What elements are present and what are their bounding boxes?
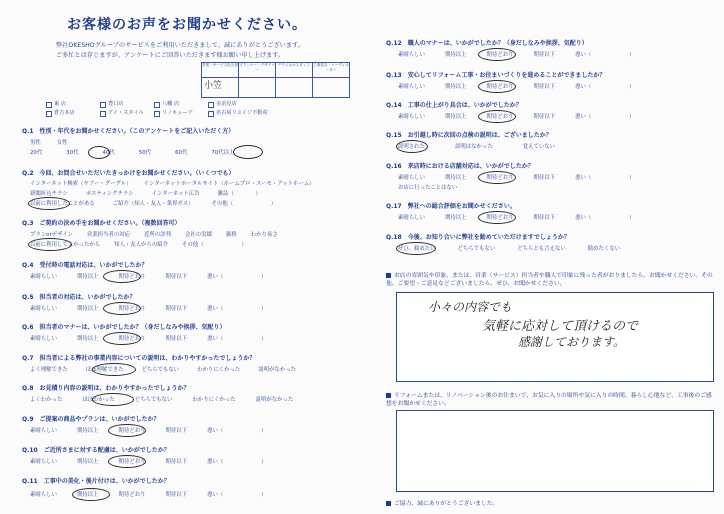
options-q16-row2 [398,183,457,191]
answer-circle [103,302,141,315]
answer-circle [103,332,141,345]
thanks-text [386,498,498,507]
answer-circle [92,393,134,406]
option[interactable]: 期待以下 [533,215,556,221]
checkbox[interactable] [208,102,214,108]
page-title: お客様のお声をお聞かせください。 [67,17,307,33]
option[interactable]: 期待以上 [76,306,99,312]
store-label: アイ・スタイル [108,110,144,116]
options-q1-gender [30,138,68,146]
staff-table [201,62,350,98]
option[interactable]: 期待どおり [118,492,146,498]
answer-circle [28,238,72,251]
option[interactable]: その他（ ） [211,201,277,207]
intro-line: ご多忙とは存じますが、アンケートにご回答いただきます様お願い申し上げます。 [56,52,285,59]
option[interactable]: 50代 [138,150,152,156]
checkbox[interactable] [100,102,106,108]
answer-circle [396,140,428,153]
comment-section-2-label [386,392,716,408]
option[interactable]: 営業担当者の対応 [86,232,131,238]
option[interactable]: よく理解できた [30,367,68,373]
handwritten-line: 小々の内容でも [428,300,513,314]
handwritten-line: 気軽に応対して頂けるので [482,319,639,334]
option[interactable]: 期待以下 [165,274,188,280]
checkbox[interactable] [208,111,214,117]
answer-circle [72,488,110,501]
handwritten-line: 感謝しております。 [518,335,626,349]
option[interactable]: インターネットポータルサイト（ホームプロ・スーモ・アットホーム） [143,181,315,187]
option[interactable]: 期待どおり [486,52,514,58]
option[interactable]: 期待どおり [118,459,146,465]
store-label: 倉吉本店 [54,110,75,116]
staff-value[interactable] [239,78,275,97]
option[interactable]: 悪い（ ） [207,336,267,342]
answer-circle [108,424,146,437]
option[interactable]: 説明がなかった [258,367,297,373]
option[interactable]: 期待以上 [76,274,99,280]
option[interactable]: 悪い（ ） [575,175,635,181]
staff-header: 工事担当・コーディネーター [313,63,349,78]
option[interactable]: 期待以上 [76,492,99,498]
options-q1-age [30,148,234,156]
comment-section-1-text: お店の雰囲気や印象、または、営業（サービス）担当者や職人で印象に残った者がおりましたら、お聞かせください。その他、ご要望・ご意見などございましたら、ぜひ、お聞かせください。 [386,273,713,287]
option[interactable]: ほぼ理解できた [85,367,124,373]
option[interactable]: 期待どおり [486,215,514,221]
options-q8 [30,395,293,403]
question-q18: Q.18 今後、お知り合いに弊社を勧めていただけますでしょうか？ [386,234,570,241]
options-q2-row2 [30,189,261,197]
option[interactable]: 期待以下 [533,52,556,58]
option[interactable]: 男性 [30,140,41,146]
option[interactable]: 悪い（ ） [207,459,267,465]
option[interactable]: 期待以下 [533,175,556,181]
store-label: 東 店 [54,101,67,107]
option[interactable]: どちらとも言えない [517,246,566,252]
option[interactable]: よくわかった [30,397,63,403]
option[interactable]: 悪い（ ） [207,428,267,434]
checkbox[interactable] [154,111,160,117]
option[interactable]: 期待どおり [486,175,514,181]
question-q12: Q.12 職人のマナーは、いかがでしたか？（身だしなみや挨拶、気配り） [386,40,588,47]
bullet-square-icon [386,273,391,278]
question-q17: Q.17 弊社への総合評価をお聞かせください。 [386,203,516,210]
answer-circle [396,242,436,255]
staff-value[interactable]: 小笠 [204,81,223,91]
option[interactable]: お店に行ったことはない [398,185,458,191]
option[interactable]: インターネット広告 [151,191,200,197]
options-q9 [30,426,266,434]
option[interactable]: ほぼわかった [82,397,115,403]
staff-header: テクニカルスタッフ [276,63,312,78]
option[interactable]: 知人・友人からの紹介 [114,242,169,248]
store-label: 豊口店 [108,101,124,107]
comment-box-2[interactable] [396,410,714,492]
option[interactable]: 素晴らしい [30,274,57,280]
option[interactable]: 悪い（ ） [207,274,267,280]
options-q11 [30,490,266,498]
option[interactable]: 素晴らしい [398,84,425,90]
options-q3 [30,230,278,238]
question-q11: Q.11 工事中の美化・後片付けは、いかがでしたか？ [22,478,170,485]
option[interactable]: 期待どおり [486,114,514,120]
option[interactable]: どちらでもない [457,246,496,252]
option[interactable]: 期待以下 [165,306,188,312]
option[interactable]: 期待どおり [118,336,146,342]
option[interactable]: 期待以下 [533,114,556,120]
option[interactable]: わかりにくかった [192,397,236,403]
question-q14: Q.14 工事の仕上がり具合は、いかがでしたか？ [386,102,522,109]
staff-header: プランナー・デザイナー [239,63,275,78]
comment-section-2-text: リフォームまたは、リノベーション後のお住まいで、お気に入りの場所や気に入りの時間、暮らし心地など、工事後のご感想をお聞かせください。 [386,393,712,407]
option[interactable]: 悪い（ ） [575,52,635,58]
option[interactable]: 素晴らしい [398,52,425,58]
option[interactable]: 期待どおり [486,84,514,90]
options-q17 [398,213,634,221]
question-q4: Q.4 受付時の電話対応は、いかがでしたか？ [22,262,148,269]
question-q6: Q.6 担当者のマナーは、いかがでしたか？（身だしなみや挨拶、気配り） [22,324,226,331]
option[interactable]: 60代 [175,150,188,156]
intro-line: 弊社OKESHOグループのサービスをご利用いただきまして、誠にありがとうございます。 [56,42,304,49]
option[interactable]: 40代 [102,150,115,156]
option[interactable]: 70代以上 [211,150,235,156]
option[interactable]: 期待以上 [444,175,467,181]
option[interactable]: 素晴らしい [398,175,425,181]
option[interactable]: 期待以下 [165,492,188,498]
thanks-label: ご協力、誠にありがとうございました。 [394,501,499,507]
option[interactable]: 素晴らしい [30,306,57,312]
options-q5 [30,304,266,312]
option[interactable]: 近所の評判 [144,232,171,238]
option[interactable]: わかりにくかった [197,367,241,373]
option[interactable]: 雑誌（ ） [217,191,261,197]
option[interactable]: 素晴らしい [30,459,57,465]
option[interactable]: 以前に利用してよかったから [30,242,101,248]
answer-circle [478,211,516,224]
answer-circle [478,80,516,93]
checkbox[interactable] [154,102,160,108]
option[interactable]: ポスティングチラシ [85,191,134,197]
question-q7: Q.7 担当者による弊社の事業内容についての説明は、わかりやすかったでしょうか？ [22,355,256,362]
answer-circle [233,145,263,159]
option[interactable]: 悪い（ ） [575,215,635,221]
checkbox[interactable] [46,111,52,117]
question-q16: Q.16 来店時における店舗対応は、いかがでしたか？ [386,163,534,170]
option[interactable]: 期待以上 [444,114,467,120]
options-q6 [30,334,266,342]
options-q13 [398,82,634,90]
option[interactable]: インターネット検索（ヤフー・グーグル） [30,181,132,187]
option[interactable]: どちらでもない [134,397,173,403]
question-q3: Q.3 ご契約の決め手をお聞かせください。（複数回答可） [22,220,181,227]
option[interactable]: 期待以上 [76,336,99,342]
options-q16 [398,173,634,181]
option[interactable]: 覚えていない [522,144,556,150]
option[interactable]: 期待以下 [165,336,188,342]
option[interactable]: ぜひ、勧めたい [398,246,436,252]
answer-circle [28,197,70,210]
option[interactable]: その他（ ） [182,242,247,248]
answer-circle [108,455,146,468]
option[interactable]: 説明はなかった [454,144,493,150]
option[interactable]: 期待どおり [118,306,146,312]
question-q1: Q.1 性別・年代をお聞かせください。（このアンケートをご記入いただく方） [22,128,235,135]
options-q12 [398,50,634,58]
option[interactable]: 説明された [398,144,425,150]
option[interactable]: 以前に利用したことがある [30,201,95,207]
option[interactable]: 期待以上 [76,428,99,434]
answer-circle [478,110,516,123]
option[interactable]: 悪い（ ） [207,306,267,312]
store-label: 名古屋リユイジ不動産 [216,110,268,116]
checkbox[interactable] [46,102,52,108]
store-label: リノキューブ [162,110,193,116]
option[interactable]: ご紹介（知人・友人・業界ガス） [112,201,194,207]
option[interactable]: わかり易さ [250,232,278,238]
option[interactable]: 期待以上 [444,215,467,221]
option[interactable]: 女性 [56,140,68,146]
option[interactable]: 期待どおり [118,274,146,280]
answer-circle [88,146,110,159]
option[interactable]: 期待以下 [533,84,556,90]
store-label: 多治見店 [216,101,237,107]
option[interactable]: 20代 [30,150,43,156]
option[interactable]: 素晴らしい [398,215,425,221]
option[interactable]: プランorデザイン [30,232,73,238]
option[interactable]: 新聞折込チラシ [30,191,68,197]
comment-section-1-label [386,272,716,288]
option[interactable]: 悪い（ ） [575,84,635,90]
option[interactable]: 素晴らしい [30,336,57,342]
option[interactable]: 価格 [225,232,237,238]
answer-circle [478,48,516,61]
option[interactable]: 素晴らしい [398,114,425,120]
option[interactable]: 説明がなかった [255,397,294,403]
question-q9: Q.9 ご提案の商品やプランは、いかがでしたか？ [22,416,160,423]
store-label: 八幡 店 [162,101,180,107]
options-q2 [30,179,315,187]
intro-text [56,41,304,61]
bullet-square-icon [386,501,391,506]
answer-circle [478,171,516,184]
option[interactable]: 素晴らしい [30,428,57,434]
option[interactable]: 期待以上 [444,52,467,58]
question-q8: Q.8 お見積り内容の説明は、わかりやすかったでしょうか？ [22,385,190,392]
option[interactable]: 悪い（ ） [207,492,267,498]
option[interactable]: 期待どおり [118,428,146,434]
staff-value[interactable] [313,78,349,97]
option[interactable]: 会社の実績 [184,232,212,238]
staff-header: 営業・サービス担当者 [202,63,238,78]
checkbox[interactable] [100,111,106,117]
question-q15: Q.15 お引越し時に次回の点検の説明は、ございましたか？ [386,132,552,139]
question-q10: Q.10 ご近所さまに対する配慮は、いかがでしたか？ [22,447,170,454]
options-q7 [30,365,296,373]
staff-value[interactable] [276,78,312,97]
option[interactable]: 勧めたくない [587,246,621,252]
question-q5: Q.5 担当者の対応は、いかがでしたか？ [22,294,136,301]
question-q2: Q.2 今回、お問合せいただいたきっかけをお聞かせください。（いくつでも） [22,170,235,177]
option[interactable]: 30代 [66,150,79,156]
option[interactable]: 期待以上 [444,84,467,90]
question-q13: Q.13 安心してリフォーム工事・お住まいづくりを進めることができましたか？ [386,72,606,79]
option[interactable]: 素晴らしい [30,492,57,498]
option[interactable]: 期待以下 [165,459,188,465]
options-q14 [398,112,634,120]
answer-circle [92,363,136,376]
option[interactable]: 期待以下 [165,428,188,434]
option[interactable]: 悪い（ ） [575,114,635,120]
options-q4 [30,272,266,280]
option[interactable]: どちらでもない [141,367,180,373]
option[interactable]: 期待以上 [76,459,99,465]
store-checklist [46,100,298,118]
answer-circle [103,270,141,283]
bullet-square-icon [386,393,391,398]
options-q10 [30,457,266,465]
